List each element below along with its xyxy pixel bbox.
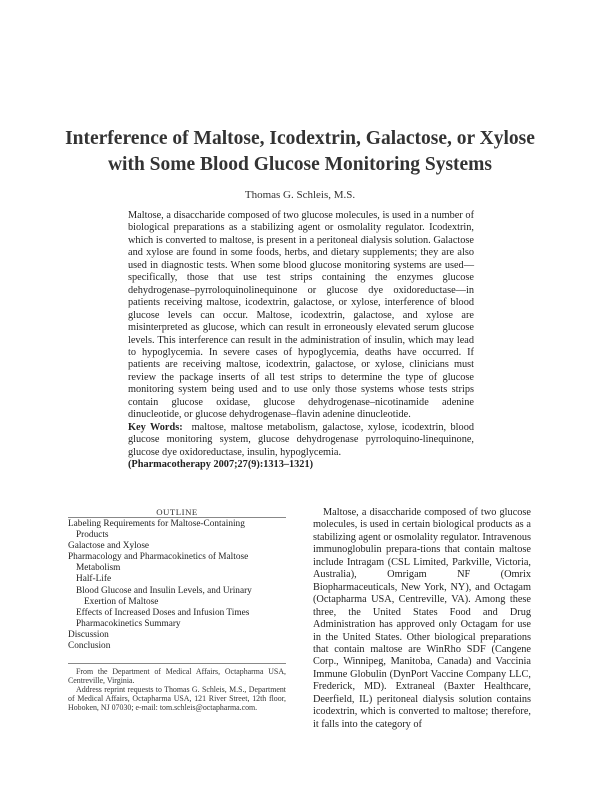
outline-item: Pharmacokinetics Summary [76, 618, 181, 629]
outline-item: Products [76, 530, 109, 541]
abstract [128, 210, 474, 472]
keywords-label: Key Words: [128, 421, 183, 433]
outline-item: Half-Life [76, 574, 112, 585]
outline-item: Conclusion [68, 641, 111, 652]
outline-divider-bottom [68, 663, 286, 664]
outline-item: Exertion of Maltose [84, 596, 159, 607]
outline-item: Labeling Requirements for Maltose-Containing [68, 519, 245, 529]
outline-item: Pharmacology and Pharmacokinetics of Maltose [68, 552, 249, 563]
outline-item: Blood Glucose and Insulin Levels, and Urinary [76, 585, 252, 596]
abstract-text: Maltose, a disaccharide composed of two glucose molecules, is used in a number of biological preparations as a stabilizing agent or osmolality regulator. Icodextrin, which is converted to maltose, is present in a peritoneal dialysis solution. Galactose and xylose are found in some foods, herbs, and dietary supplements; they are also used in diagnostic tests. When some blood glucose monitoring systems are used—specifically, those that use test strips containing the enzymes glucose dehydrogenase–pyrroloquinolinequinone or glucose dye oxidoreductase—in patients receiving maltose, icodextrin, galactose, or xylose, interference of blood glucose levels can occur. Maltose, icodextrin, galactose, and xylose are misinterpreted as glucose, which can result in erroneously elevated serum glucose levels. This interference can result in the administration of insulin, which may lead to hypoglycemia. In severe cases of hypoglycemia, deaths have occurred. If patients are receiving maltose, icodextrin, galactose, or xylose, clinicians must review the package inserts of all test strips to determine the type of glucose monitoring system being used and to use only those systems whose tests strips contain glucose oxidase, glucose dehydrogenase–nicotinamide adenine dinucleotide, or glucose dehydrogenase–flavin adenine dinucleotide. [128, 210, 474, 421]
author-name: Thomas G. Schleis, M.S. [244, 189, 356, 201]
outline-item: Effects of Increased Doses and Infusion Times [76, 607, 250, 618]
footnote-affiliation: From the Department of Medical Affairs, Octapharma USA, Centreville, Virginia. [68, 667, 286, 686]
outline-divider-top [68, 517, 286, 518]
outline-item: Galactose and Xylose [68, 541, 150, 552]
keywords [128, 422, 474, 459]
body-column [313, 507, 531, 731]
article-title [60, 126, 540, 178]
outline-list [68, 519, 286, 652]
keywords-text: maltose, maltose metabolism, galactose, xylose, icodextrin, blood glucose monitoring system, glucose dehydrogenase pyrroloquino-linequinone, glucose dye oxidoreductase, insulin, hypoglycemia. [128, 421, 474, 458]
title-line-1: Interference of Maltose, Icodextrin, Galactose, or Xylose [65, 128, 535, 149]
citation: (Pharmacotherapy 2007;27(9):1313–1321) [128, 459, 314, 471]
outline-item: Discussion [68, 629, 109, 640]
outline-item: Metabolism [76, 563, 121, 574]
footnotes [68, 667, 286, 712]
outline-heading: OUTLINE [156, 507, 198, 517]
body-paragraph: Maltose, a disaccharide composed of two glucose molecules, is used in certain biological products as a stabilizing agent or osmolality regulator. Intravenous immunoglobulin prepara-tions that contain maltose include Intragam (CSL Limited, Parkville, Victoria, Australia), Omrigam NF (Omrix Biopharmaceuticals, New York, NY), and Octagam (Octapharma USA, Centreville, VA). Among these three, the United States Food and Drug Administration has approved only Octagam for use in the United States. Other biological preparations that contain maltose are WinRho SDF (Cangene Corp., Winnipeg, Manitoba, Canada) and Vaccinia Immune Globulin (DynPort Vaccine Company LLC, Frederick, MD). Extraneal (Baxter Healthcare, Deerfield, IL) peritoneal dialysis solution contains icodextrin, which is converted to maltose; therefore, it falls into the category of [313, 507, 531, 730]
title-line-2: with Some Blood Glucose Monitoring Systems [107, 154, 493, 175]
footnote-reprint: Address reprint requests to Thomas G. Schleis, M.S., Department of Medical Affairs, Octapharma USA, 121 River Street, 12th floor, Hoboken, NJ 07030; e-mail: tom.schleis@octapharma.com. [68, 685, 286, 713]
